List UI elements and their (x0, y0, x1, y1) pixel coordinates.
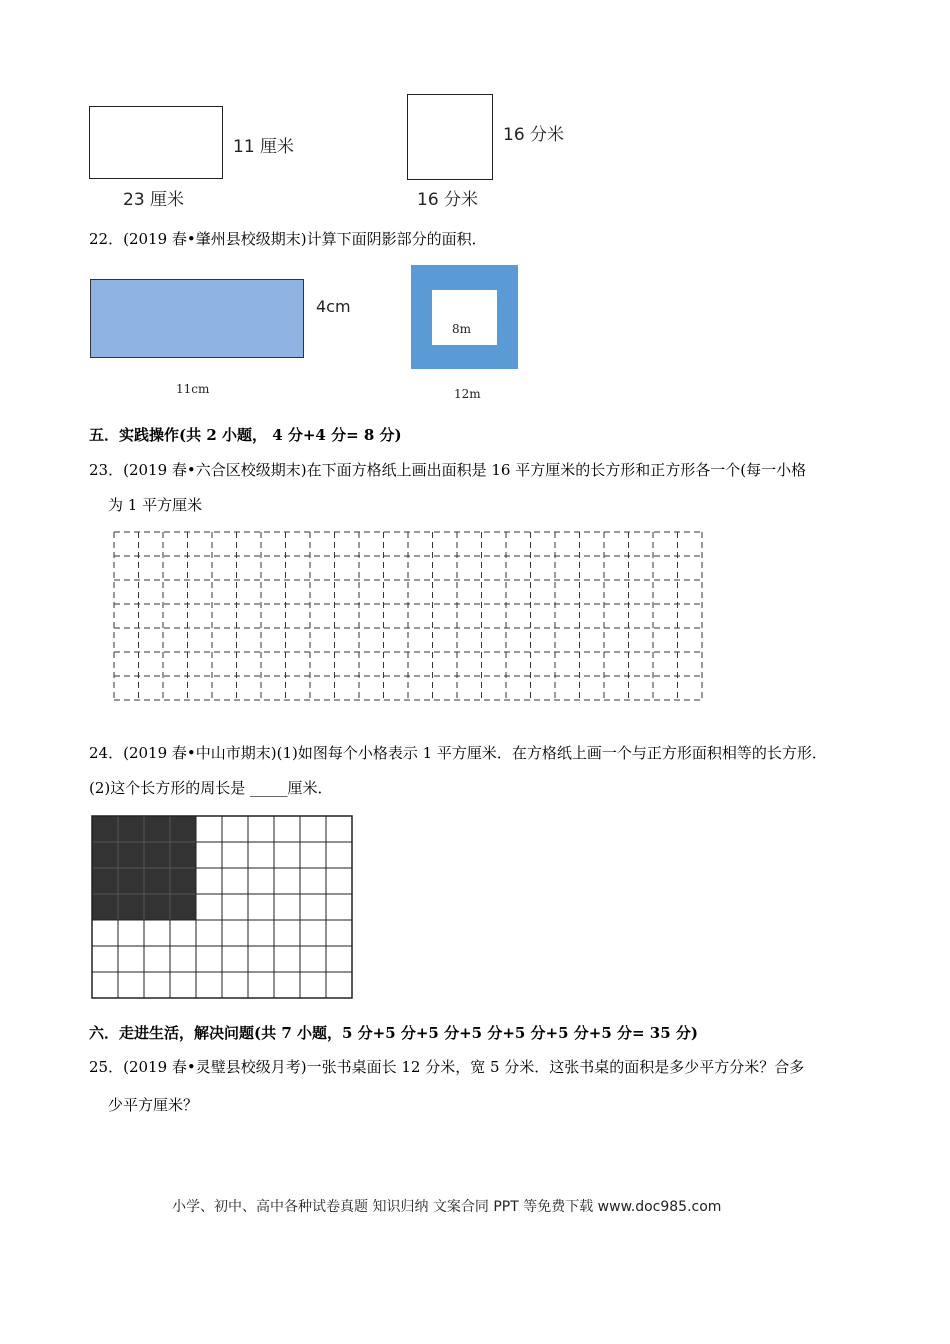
shaded-rectangle-width-label: 11cm (176, 382, 210, 396)
grid-cell (92, 972, 118, 998)
shaded-grid-cell (118, 816, 144, 842)
shaded-rectangle-height-label: 4cm (316, 297, 351, 316)
question-25-line1 (89, 1056, 804, 1078)
grid-cell (222, 946, 248, 972)
rectangle-figure (89, 106, 223, 179)
question-23-line1 (89, 459, 806, 481)
shaded-grid-cell (170, 842, 196, 868)
grid-cell (92, 946, 118, 972)
grid-cell (300, 946, 326, 972)
grid-cell (300, 816, 326, 842)
dashed-grid-paper (112, 530, 704, 702)
question-22 (89, 228, 487, 250)
grid-cell (144, 972, 170, 998)
grid-cell (248, 842, 274, 868)
grid-cell (222, 972, 248, 998)
shaded-grid-cell (170, 816, 196, 842)
outer-square-label: 12m (454, 387, 481, 401)
grid-cell (274, 816, 300, 842)
grid-cell (196, 946, 222, 972)
inner-white-square (432, 290, 497, 345)
question-number: 22． (89, 230, 124, 248)
square-width-label: 16 分米 (417, 190, 479, 210)
grid-cell (326, 920, 352, 946)
grid-cell (222, 894, 248, 920)
grid-cell (248, 946, 274, 972)
shaded-rectangle (90, 279, 304, 358)
grid-cell (300, 894, 326, 920)
question-24-line1 (89, 742, 827, 764)
grid-cell (222, 842, 248, 868)
question-text: (2019 春•肇州县校级期末)计算下面阴影部分的面积． (123, 230, 487, 248)
question-23-line2: 为 1 平方厘米 (108, 496, 203, 514)
grid-cell (144, 946, 170, 972)
grid-cell (274, 946, 300, 972)
grid-cell (300, 868, 326, 894)
grid-cell (300, 972, 326, 998)
shaded-grid-cell (118, 894, 144, 920)
shaded-grid-cell (92, 894, 118, 920)
grid-cell (170, 946, 196, 972)
grid-cell (196, 842, 222, 868)
shaded-grid-cell (92, 868, 118, 894)
grid-cell (300, 920, 326, 946)
grid-cell (326, 894, 352, 920)
grid-cell (196, 920, 222, 946)
grid-cell (92, 920, 118, 946)
grid-cell (222, 868, 248, 894)
shaded-grid-cell (92, 816, 118, 842)
grid-cell (118, 972, 144, 998)
question-number: 23． (89, 461, 124, 479)
grid-cell (300, 842, 326, 868)
square-height-label: 16 分米 (503, 125, 565, 145)
grid-cell (170, 972, 196, 998)
grid-cell (196, 868, 222, 894)
question-text: (2019 春•六合区校级期末)在下面方格纸上画出面积是 16 平方厘米的长方形和正方形各一个(每一小格 (123, 461, 807, 479)
shaded-grid-cell (170, 868, 196, 894)
question-number: 24． (89, 744, 124, 762)
grid-cell (326, 868, 352, 894)
shaded-grid-cell (92, 842, 118, 868)
shaded-grid-cell (118, 868, 144, 894)
grid-cell (326, 816, 352, 842)
section-6-title: 六．走进生活，解决问题(共 7 小题，5 分+5 分+5 分+5 分+5 分+5 分+5 分= 35 分) (89, 1024, 698, 1042)
grid-cell (248, 972, 274, 998)
grid-cell (248, 816, 274, 842)
square-grid-figure (91, 815, 354, 1001)
grid-cell (222, 816, 248, 842)
square-figure (407, 94, 493, 180)
question-25-line2: 少平方厘米？ (108, 1096, 199, 1114)
shaded-grid-cell (144, 868, 170, 894)
shaded-grid-cell (144, 894, 170, 920)
shaded-grid-cell (144, 816, 170, 842)
grid-cell (326, 946, 352, 972)
question-24-line2: (2)这个长方形的周长是 _____厘米． (89, 779, 333, 797)
question-text: (2019 春•灵璧县校级月考)一张书桌面长 12 分米，宽 5 分米．这张书桌的面积是多少平方分米？合多 (123, 1058, 805, 1076)
grid-cell (248, 868, 274, 894)
grid-cell (248, 920, 274, 946)
section-5-title: 五．实践操作(共 2 小题， 4 分+4 分= 8 分) (89, 426, 402, 444)
grid-cell (196, 894, 222, 920)
grid-cell (196, 816, 222, 842)
grid-cell (170, 920, 196, 946)
grid-cell (274, 894, 300, 920)
grid-cell (118, 946, 144, 972)
page-footer: 小学、初中、高中各种试卷真题 知识归纳 文案合同 PPT 等免费下载 www.doc985.com (172, 1199, 722, 1215)
grid-cell (248, 894, 274, 920)
rectangle-width-label: 23 厘米 (123, 190, 185, 210)
shaded-grid-cell (118, 842, 144, 868)
grid-cell (274, 868, 300, 894)
grid-cell (326, 842, 352, 868)
grid-cell (326, 972, 352, 998)
grid-cell (144, 920, 170, 946)
grid-cell (274, 842, 300, 868)
grid-cell (222, 920, 248, 946)
shaded-grid-cell (144, 842, 170, 868)
question-text: (2019 春•中山市期末)(1)如图每个小格表示 1 平方厘米．在方格纸上画一个与正方形面积相等的长方形． (123, 744, 827, 762)
grid-cell (196, 972, 222, 998)
question-number: 25． (89, 1058, 124, 1076)
grid-cell (118, 920, 144, 946)
shaded-grid-cell (170, 894, 196, 920)
rectangle-height-label: 11 厘米 (233, 137, 295, 157)
inner-square-label: 8m (452, 322, 472, 336)
grid-cell (274, 920, 300, 946)
grid-cell (274, 972, 300, 998)
